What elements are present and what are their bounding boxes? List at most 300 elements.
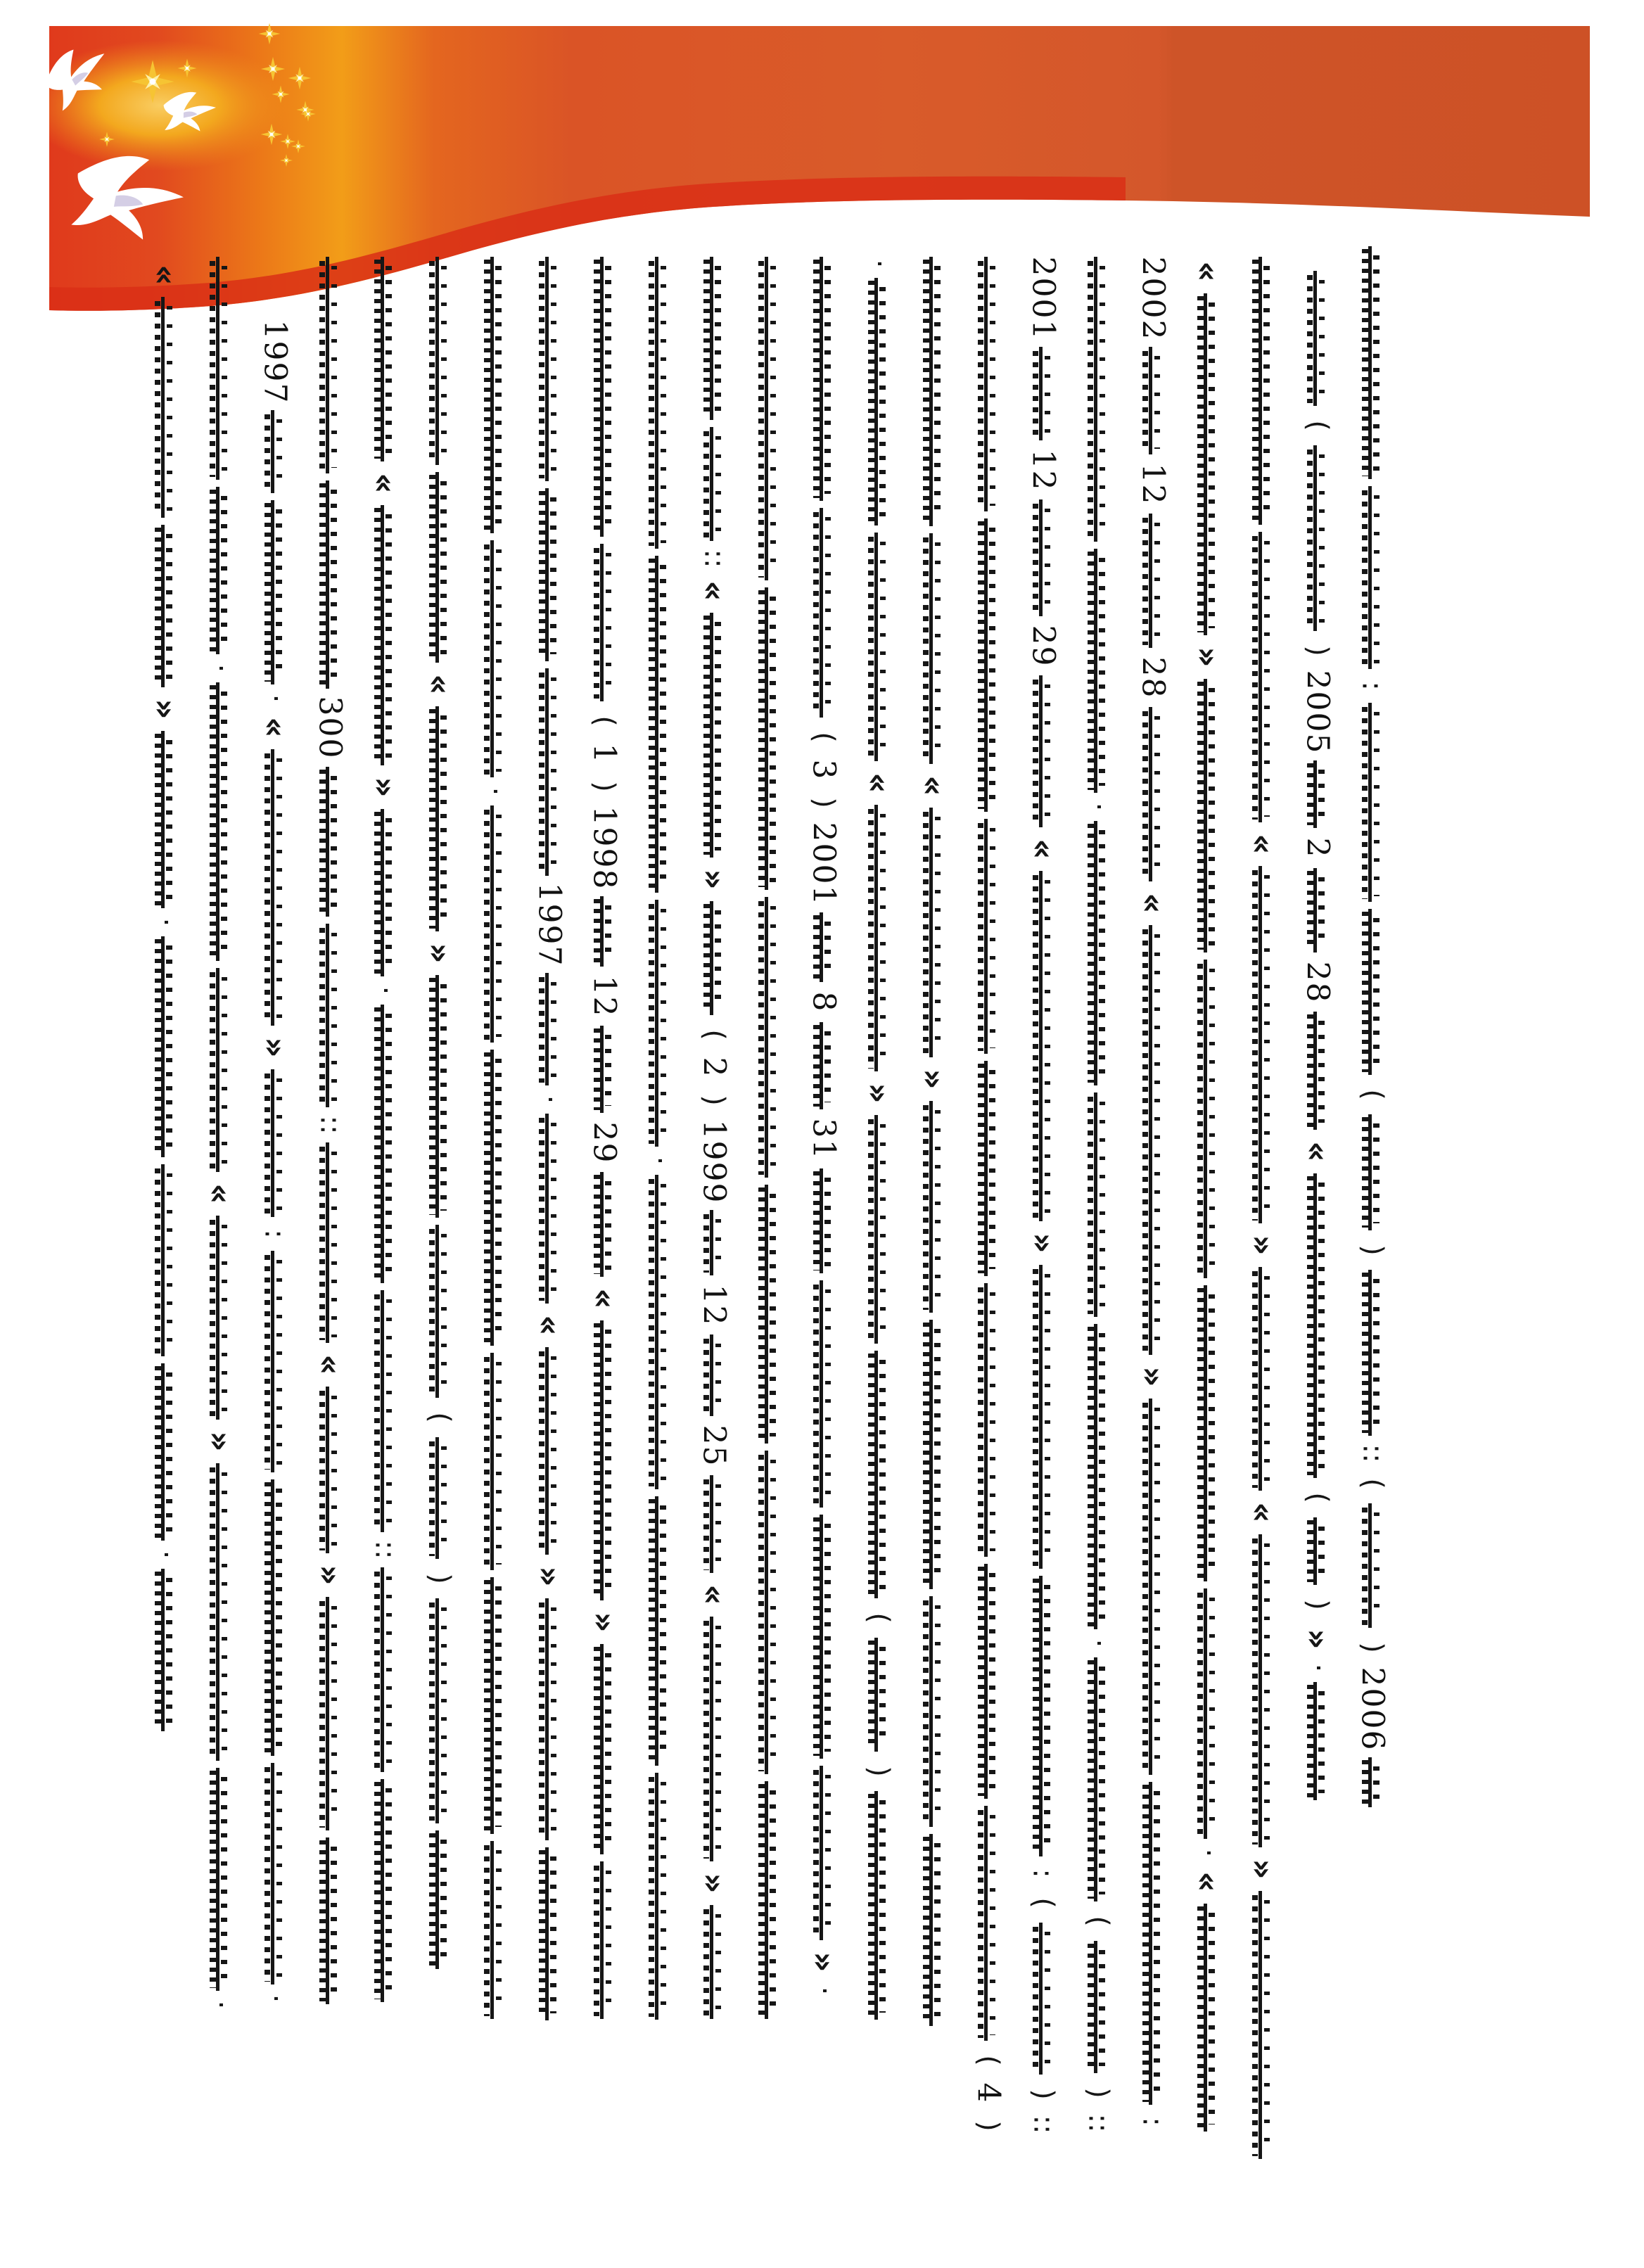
mongolian-script-word: [1362, 1503, 1383, 1628]
mongolian-script-word: [923, 1834, 944, 2026]
open-quote-mark: «: [311, 1354, 349, 1375]
number-token: 1997: [531, 882, 568, 967]
number-token: 2: [696, 1057, 732, 1078]
punctuation-mark: ·: [478, 786, 511, 796]
text-column: [1356, 246, 1389, 1808]
mongolian-script-word: [1142, 1399, 1164, 1775]
mongolian-script-word: [484, 1050, 505, 1346]
mongolian-script-word: [813, 257, 834, 501]
number-token: 8: [805, 991, 842, 1013]
punctuation-mark: ::: [697, 549, 730, 568]
mongolian-script-word: [374, 1567, 395, 1772]
mongolian-script-word: [1088, 1324, 1109, 1629]
text-column: [971, 257, 1005, 2139]
punctuation-mark: ·: [862, 259, 895, 269]
mongolian-script-word: [1033, 1576, 1054, 1856]
mongolian-script-word: [813, 1280, 834, 1508]
mongolian-script-word: [210, 1463, 231, 1761]
mongolian-script-word: [374, 1290, 395, 1532]
mongolian-script-word: [319, 257, 340, 473]
mongolian-script-word: [1362, 1757, 1383, 1807]
number-token: 31: [805, 1118, 842, 1160]
text-column: [1081, 257, 1115, 2135]
text-column: [368, 257, 402, 2001]
close-quote-mark: »: [1189, 646, 1227, 668]
mongolian-script-word: [1197, 1904, 1218, 2132]
mongolian-script-word: [868, 1638, 889, 1752]
open-paren-mark: (: [423, 1412, 456, 1423]
mongolian-script-word: [758, 587, 779, 890]
mongolian-script-word: [868, 805, 889, 1071]
text-column: [203, 257, 237, 2012]
mongolian-script-word: [1362, 703, 1383, 902]
mongolian-script-word: [703, 1475, 725, 1573]
mongolian-script-word: [703, 1210, 725, 1275]
mongolian-script-word: [155, 731, 176, 908]
mongolian-script-word: [1033, 675, 1054, 827]
mongolian-script-word: [374, 1779, 395, 2002]
open-paren-mark: (: [1301, 1492, 1334, 1503]
mongolian-script-word: [649, 900, 670, 1147]
mongolian-script-word: [1142, 514, 1164, 648]
mongolian-script-word: [758, 1185, 779, 1444]
mongolian-script-word: [813, 912, 834, 982]
mongolian-script-word: [1252, 1891, 1273, 2159]
text-column: [587, 257, 621, 2019]
mongolian-script-word: [155, 297, 176, 518]
mongolian-script-word: [813, 1515, 834, 1759]
mongolian-script-word: [210, 257, 231, 480]
mongolian-script-word: [978, 1061, 999, 1276]
punctuation-mark: :: [1136, 2117, 1169, 2127]
open-quote-mark: «: [1134, 893, 1172, 914]
mongolian-script-word: [1033, 347, 1054, 440]
close-quote-mark: »: [695, 869, 733, 890]
punctuation-mark: ·: [149, 917, 181, 927]
close-paren-mark: ): [1301, 645, 1334, 656]
mongolian-script-word: [758, 257, 779, 580]
punctuation-mark: ·: [1301, 1663, 1334, 1673]
mongolian-script-word: [539, 1347, 560, 1555]
open-quote-mark: «: [366, 473, 404, 494]
mongolian-script-word: [1142, 347, 1164, 454]
mongolian-script-word: [374, 505, 395, 765]
text-column: [1246, 257, 1280, 2160]
mongolian-script-word: [1197, 960, 1218, 1278]
punctuation-mark: ·: [259, 694, 291, 703]
mongolian-script-word: [1252, 1534, 1273, 1847]
open-paren-mark: (: [697, 1029, 730, 1040]
number-token: 2006: [1354, 1667, 1391, 1751]
mongolian-script-word: [923, 1101, 944, 1313]
mongolian-script-word: [1033, 1923, 1054, 2075]
mongolian-script-word: [813, 1766, 834, 1940]
mongolian-script-word: [1088, 257, 1109, 542]
close-paren-mark: ): [1081, 2087, 1114, 2098]
mongolian-script-word: [1252, 532, 1273, 822]
mongolian-script-word: [923, 808, 944, 1057]
mongolian-script-word: [210, 1216, 231, 1420]
punctuation-mark: ::: [1026, 2115, 1059, 2134]
mongolian-script-word: [210, 487, 231, 654]
mongolian-script-word: [484, 1841, 505, 2019]
open-paren-mark: (: [971, 2055, 1005, 2066]
mongolian-script-word: [594, 896, 615, 967]
mongolian-script-word: [758, 897, 779, 1178]
text-column: [148, 260, 182, 1731]
text-column: [423, 257, 457, 1970]
mongolian-script-word: [265, 1763, 286, 1984]
open-paren-mark: (: [1301, 420, 1334, 431]
mongolian-script-word: [155, 936, 176, 1157]
mongolian-script-word: [813, 508, 834, 718]
mongolian-script-word: [1088, 1657, 1109, 1901]
mongolian-script-word: [1362, 1270, 1383, 1436]
close-quote-mark: »: [530, 1566, 568, 1587]
punctuation-mark: ·: [1082, 1638, 1114, 1648]
mongolian-script-word: [1307, 445, 1328, 631]
mongolian-script-word: [484, 540, 505, 777]
mongolian-script-word: [868, 1351, 889, 1598]
mongolian-script-word: [1088, 1941, 1109, 2073]
close-quote-mark: »: [860, 1083, 898, 1104]
mongolian-script-word: [978, 819, 999, 1054]
mongolian-script-word: [1307, 760, 1328, 828]
mongolian-script-word: [1197, 679, 1218, 953]
close-quote-mark: »: [1299, 1629, 1337, 1650]
open-quote-mark: «: [146, 265, 184, 286]
mongolian-script-word: [1252, 1267, 1273, 1491]
text-column: [1191, 257, 1225, 2132]
close-paren-mark: ): [697, 1095, 730, 1106]
number-token: 4: [970, 2082, 1007, 2104]
text-column: [697, 257, 731, 2019]
text-column: [807, 257, 841, 1998]
mongolian-script-word: [978, 518, 999, 812]
open-quote-mark: «: [1189, 261, 1227, 282]
close-quote-mark: »: [805, 1951, 843, 1973]
mongolian-script-word: [374, 809, 395, 976]
punctuation-mark: ·: [369, 986, 401, 995]
mongolian-script-word: [539, 1114, 560, 1304]
close-quote-mark: »: [1244, 1235, 1282, 1256]
mongolian-script-word: [429, 257, 450, 465]
text-column: [752, 257, 786, 2019]
mongolian-script-word: [1307, 868, 1328, 953]
mongolian-script-word: [703, 1905, 725, 2019]
number-token: 300: [312, 696, 348, 760]
close-quote-mark: »: [201, 1431, 239, 1452]
close-paren-mark: ): [862, 1766, 895, 1777]
punctuation-mark: :: [258, 1229, 291, 1239]
mongolian-script-word: [484, 1353, 505, 1570]
punctuation-mark: :: [1026, 1868, 1059, 1878]
mongolian-script-word: [210, 968, 231, 1172]
open-quote-mark: «: [1024, 839, 1062, 860]
mongolian-script-word: [319, 1142, 340, 1343]
number-token: 2001: [805, 822, 842, 906]
mongolian-script-word: [539, 973, 560, 1085]
mongolian-script-word: [923, 533, 944, 764]
number-token: 28: [1299, 961, 1336, 1003]
mongolian-script-word: [484, 805, 505, 1043]
mongolian-script-word: [265, 410, 286, 493]
mongolian-script-word: [319, 480, 340, 689]
mongolian-script-word: [539, 257, 560, 481]
close-paren-mark: ): [1301, 1599, 1334, 1610]
mongolian-script-word: [319, 1837, 340, 2004]
open-quote-mark: «: [695, 1584, 733, 1605]
close-quote-mark: »: [421, 943, 459, 964]
mongolian-script-word: [155, 1363, 176, 1541]
mongolian-script-word: [1142, 1782, 1164, 2105]
open-quote-mark: «: [695, 580, 733, 601]
mongolian-script-word: [594, 1026, 615, 1113]
mongolian-script-word: [594, 544, 615, 701]
number-token: 12: [1025, 449, 1062, 491]
text-column: [258, 320, 292, 2005]
punctuation-mark: ·: [1082, 802, 1114, 812]
open-quote-mark: «: [860, 772, 898, 794]
close-quote-mark: »: [1244, 1859, 1282, 1880]
number-token: 25: [696, 1425, 732, 1467]
number-token: 1997: [257, 319, 293, 404]
mongolian-script-word: [923, 1320, 944, 1589]
mongolian-script-word: [319, 1597, 340, 1830]
close-paren-mark: ): [807, 797, 840, 808]
open-quote-mark: «: [421, 674, 459, 695]
mongolian-script-word: [265, 500, 286, 684]
mongolian-script-word: [539, 668, 560, 876]
mongolian-script-word: [649, 1496, 670, 1766]
open-quote-mark: «: [201, 1183, 239, 1204]
open-paren-mark: (: [1081, 1916, 1114, 1927]
mongolian-script-word: [703, 257, 725, 420]
close-paren-mark: ): [1356, 1642, 1389, 1653]
mongolian-script-word: [429, 706, 450, 931]
mongolian-script-word: [155, 525, 176, 687]
close-quote-mark: »: [146, 699, 184, 720]
mongolian-script-word: [319, 1387, 340, 1553]
number-token: 2: [1299, 837, 1336, 859]
punctuation-mark: ::: [1356, 1444, 1389, 1463]
text-column: [642, 257, 676, 2019]
mongolian-script-word: [1033, 1265, 1054, 1569]
mongolian-script-word: [594, 1644, 615, 1854]
close-quote-mark: »: [256, 1037, 294, 1058]
mongolian-script-word: [374, 257, 395, 461]
mongolian-script-word: [923, 1596, 944, 1827]
number-token: 3: [805, 759, 842, 781]
close-paren-mark: ): [1026, 2089, 1059, 2100]
number-token: 2005: [1299, 670, 1336, 754]
number-token: 1998: [586, 805, 623, 890]
mongolian-script-word: [374, 1005, 395, 1283]
mongolian-script-word: [868, 278, 889, 525]
close-quote-mark: »: [695, 1873, 733, 1894]
mongolian-script-word: [649, 556, 670, 893]
number-token: 29: [1025, 625, 1062, 667]
close-paren-mark: ): [1356, 1244, 1389, 1256]
mongolian-script-word: [1088, 1092, 1109, 1317]
mongolian-script-word: [265, 1069, 286, 1217]
mongolian-script-word: [319, 924, 340, 1107]
open-quote-mark: «: [530, 1315, 568, 1336]
mongolian-script-word: [649, 257, 670, 549]
mongolian-script-word: [1307, 271, 1328, 406]
mongolian-script-word: [1252, 866, 1273, 1223]
mongolian-script-word: [1088, 549, 1109, 793]
number-token: 2002: [1135, 256, 1171, 340]
mongolian-script-word: [429, 1598, 450, 1823]
mongolian-script-word: [484, 257, 505, 533]
mongolian-script-word: [703, 1617, 725, 1861]
mongolian-script-word: [1307, 1517, 1328, 1585]
number-token: 29: [586, 1121, 623, 1164]
mongolian-script-word: [758, 1451, 779, 1774]
open-paren-mark: (: [807, 732, 840, 743]
mongolian-script-word: [265, 749, 286, 1026]
mongolian-script-word: [594, 1861, 615, 2019]
mongolian-script-word: [1197, 1588, 1218, 1839]
number-token: 1: [586, 743, 623, 765]
mongolian-script-word: [813, 1022, 834, 1109]
open-quote-mark: «: [256, 717, 294, 738]
close-quote-mark: »: [1134, 1366, 1172, 1387]
mongolian-script-word: [429, 1437, 450, 1559]
mongolian-script-word: [429, 472, 450, 663]
mongolian-script-word: [1307, 1173, 1328, 1478]
close-quote-mark: »: [915, 1069, 952, 1090]
text-column: [530, 257, 568, 2019]
punctuation-mark: ·: [204, 2000, 236, 2010]
close-paren-mark: ): [971, 2120, 1005, 2132]
number-token: 12: [1135, 463, 1171, 505]
mongolian-script-word: [319, 767, 340, 917]
open-paren-mark: (: [587, 715, 620, 727]
mongolian-script-word: [265, 1479, 286, 1756]
open-paren-mark: (: [1026, 1897, 1059, 1909]
mongolian-script-word: [758, 1781, 779, 2019]
mongolian-script-word: [155, 1569, 176, 1731]
mongolian-script-word: [813, 1168, 834, 1273]
close-paren-mark: ): [587, 781, 620, 792]
mongolian-script-word: [594, 257, 615, 537]
close-quote-mark: »: [1024, 1232, 1062, 1254]
mongolian-script-word: [594, 1172, 615, 1277]
mongolian-script-word: [539, 488, 560, 661]
text-column: [1136, 257, 1170, 2132]
number-token: 12: [696, 1284, 732, 1326]
mongolian-script-word: [1197, 293, 1218, 635]
mongolian-script-word: [703, 901, 725, 1015]
punctuation-mark: ::: [1081, 2113, 1114, 2133]
open-quote-mark: «: [1244, 1502, 1282, 1523]
mongolian-script-word: [539, 1847, 560, 2020]
mongolian-script-word: [868, 1115, 889, 1344]
punctuation-mark: ·: [1192, 1848, 1224, 1858]
punctuation-mark: ::: [368, 1540, 401, 1560]
number-token: 2001: [1025, 256, 1062, 340]
text-column: [313, 257, 347, 2005]
mongolian-script-word: [1088, 821, 1109, 1085]
mongolian-script-word: [868, 533, 889, 761]
text-column: [862, 257, 896, 2019]
mongolian-script-word: [703, 613, 725, 858]
mongolian-script-word: [649, 1773, 670, 2020]
mongolian-script-word: [703, 427, 725, 541]
mongolian-script-word: [265, 1251, 286, 1472]
text-column: [1299, 271, 1337, 1801]
text-column: [1026, 257, 1060, 2135]
punctuation-mark: ::: [313, 1115, 346, 1135]
mongolian-script-word: [978, 1564, 999, 1799]
number-token: 1999: [696, 1119, 732, 1204]
mongolian-script-word: [1142, 707, 1164, 881]
text-column: [478, 257, 511, 2019]
mongolian-script-word: [484, 1577, 505, 1834]
mongolian-script-word: [539, 1598, 560, 1840]
mongolian-script-word: [210, 1768, 231, 1991]
close-quote-mark: »: [311, 1565, 349, 1586]
mongolian-script-word: [1197, 1285, 1218, 1581]
open-paren-mark: (: [1356, 1089, 1389, 1100]
mongolian-script-word: [1362, 909, 1383, 1075]
open-paren-mark: (: [1356, 1478, 1389, 1489]
mongolian-script-word: [923, 257, 944, 526]
punctuation-mark: :: [1356, 681, 1389, 691]
mongolian-script-word: [1362, 486, 1383, 669]
mongolian-script-word: [429, 1830, 450, 1969]
open-quote-mark: «: [1299, 1141, 1337, 1162]
close-quote-mark: »: [366, 777, 404, 798]
punctuation-mark: ·: [643, 1156, 675, 1166]
number-token: 12: [586, 975, 623, 1017]
open-quote-mark: «: [1244, 834, 1282, 855]
mongolian-script-word: [594, 1320, 615, 1600]
close-quote-mark: »: [585, 1612, 623, 1633]
mongolian-script-word: [1033, 871, 1054, 1221]
mongolian-script-word: [1307, 1682, 1328, 1800]
mongolian-script-word: [1142, 925, 1164, 1355]
open-paren-mark: (: [862, 1612, 895, 1624]
mongolian-script-word: [429, 975, 450, 1218]
text-column: [917, 257, 950, 2026]
mongolian-script-word: [978, 257, 999, 511]
mongolian-script-word: [1252, 257, 1273, 525]
mongolian-script-word: [703, 1334, 725, 1416]
punctuation-mark: ·: [149, 1550, 181, 1560]
punctuation-mark: ·: [204, 663, 236, 673]
mongolian-script-word: [1362, 1114, 1383, 1230]
mongolian-script-word: [868, 1791, 889, 2020]
mongolian-script-word: [1033, 499, 1054, 616]
mongolian-script-word: [429, 1225, 450, 1398]
mongolian-script-word: [978, 1283, 999, 1557]
mongolian-script-word: [1307, 1012, 1328, 1130]
punctuation-mark: ·: [808, 1986, 840, 1996]
open-quote-mark: «: [1189, 1871, 1227, 1892]
mongolian-script-word: [1362, 246, 1383, 479]
mongolian-script-word: [978, 1806, 999, 2041]
open-quote-mark: «: [915, 775, 952, 796]
open-quote-mark: «: [585, 1288, 623, 1309]
punctuation-mark: ·: [259, 1994, 291, 2003]
mongolian-script-word: [210, 682, 231, 961]
number-token: 28: [1135, 656, 1171, 699]
mongolian-script-word: [649, 1175, 670, 1489]
punctuation-mark: ·: [533, 1095, 566, 1104]
